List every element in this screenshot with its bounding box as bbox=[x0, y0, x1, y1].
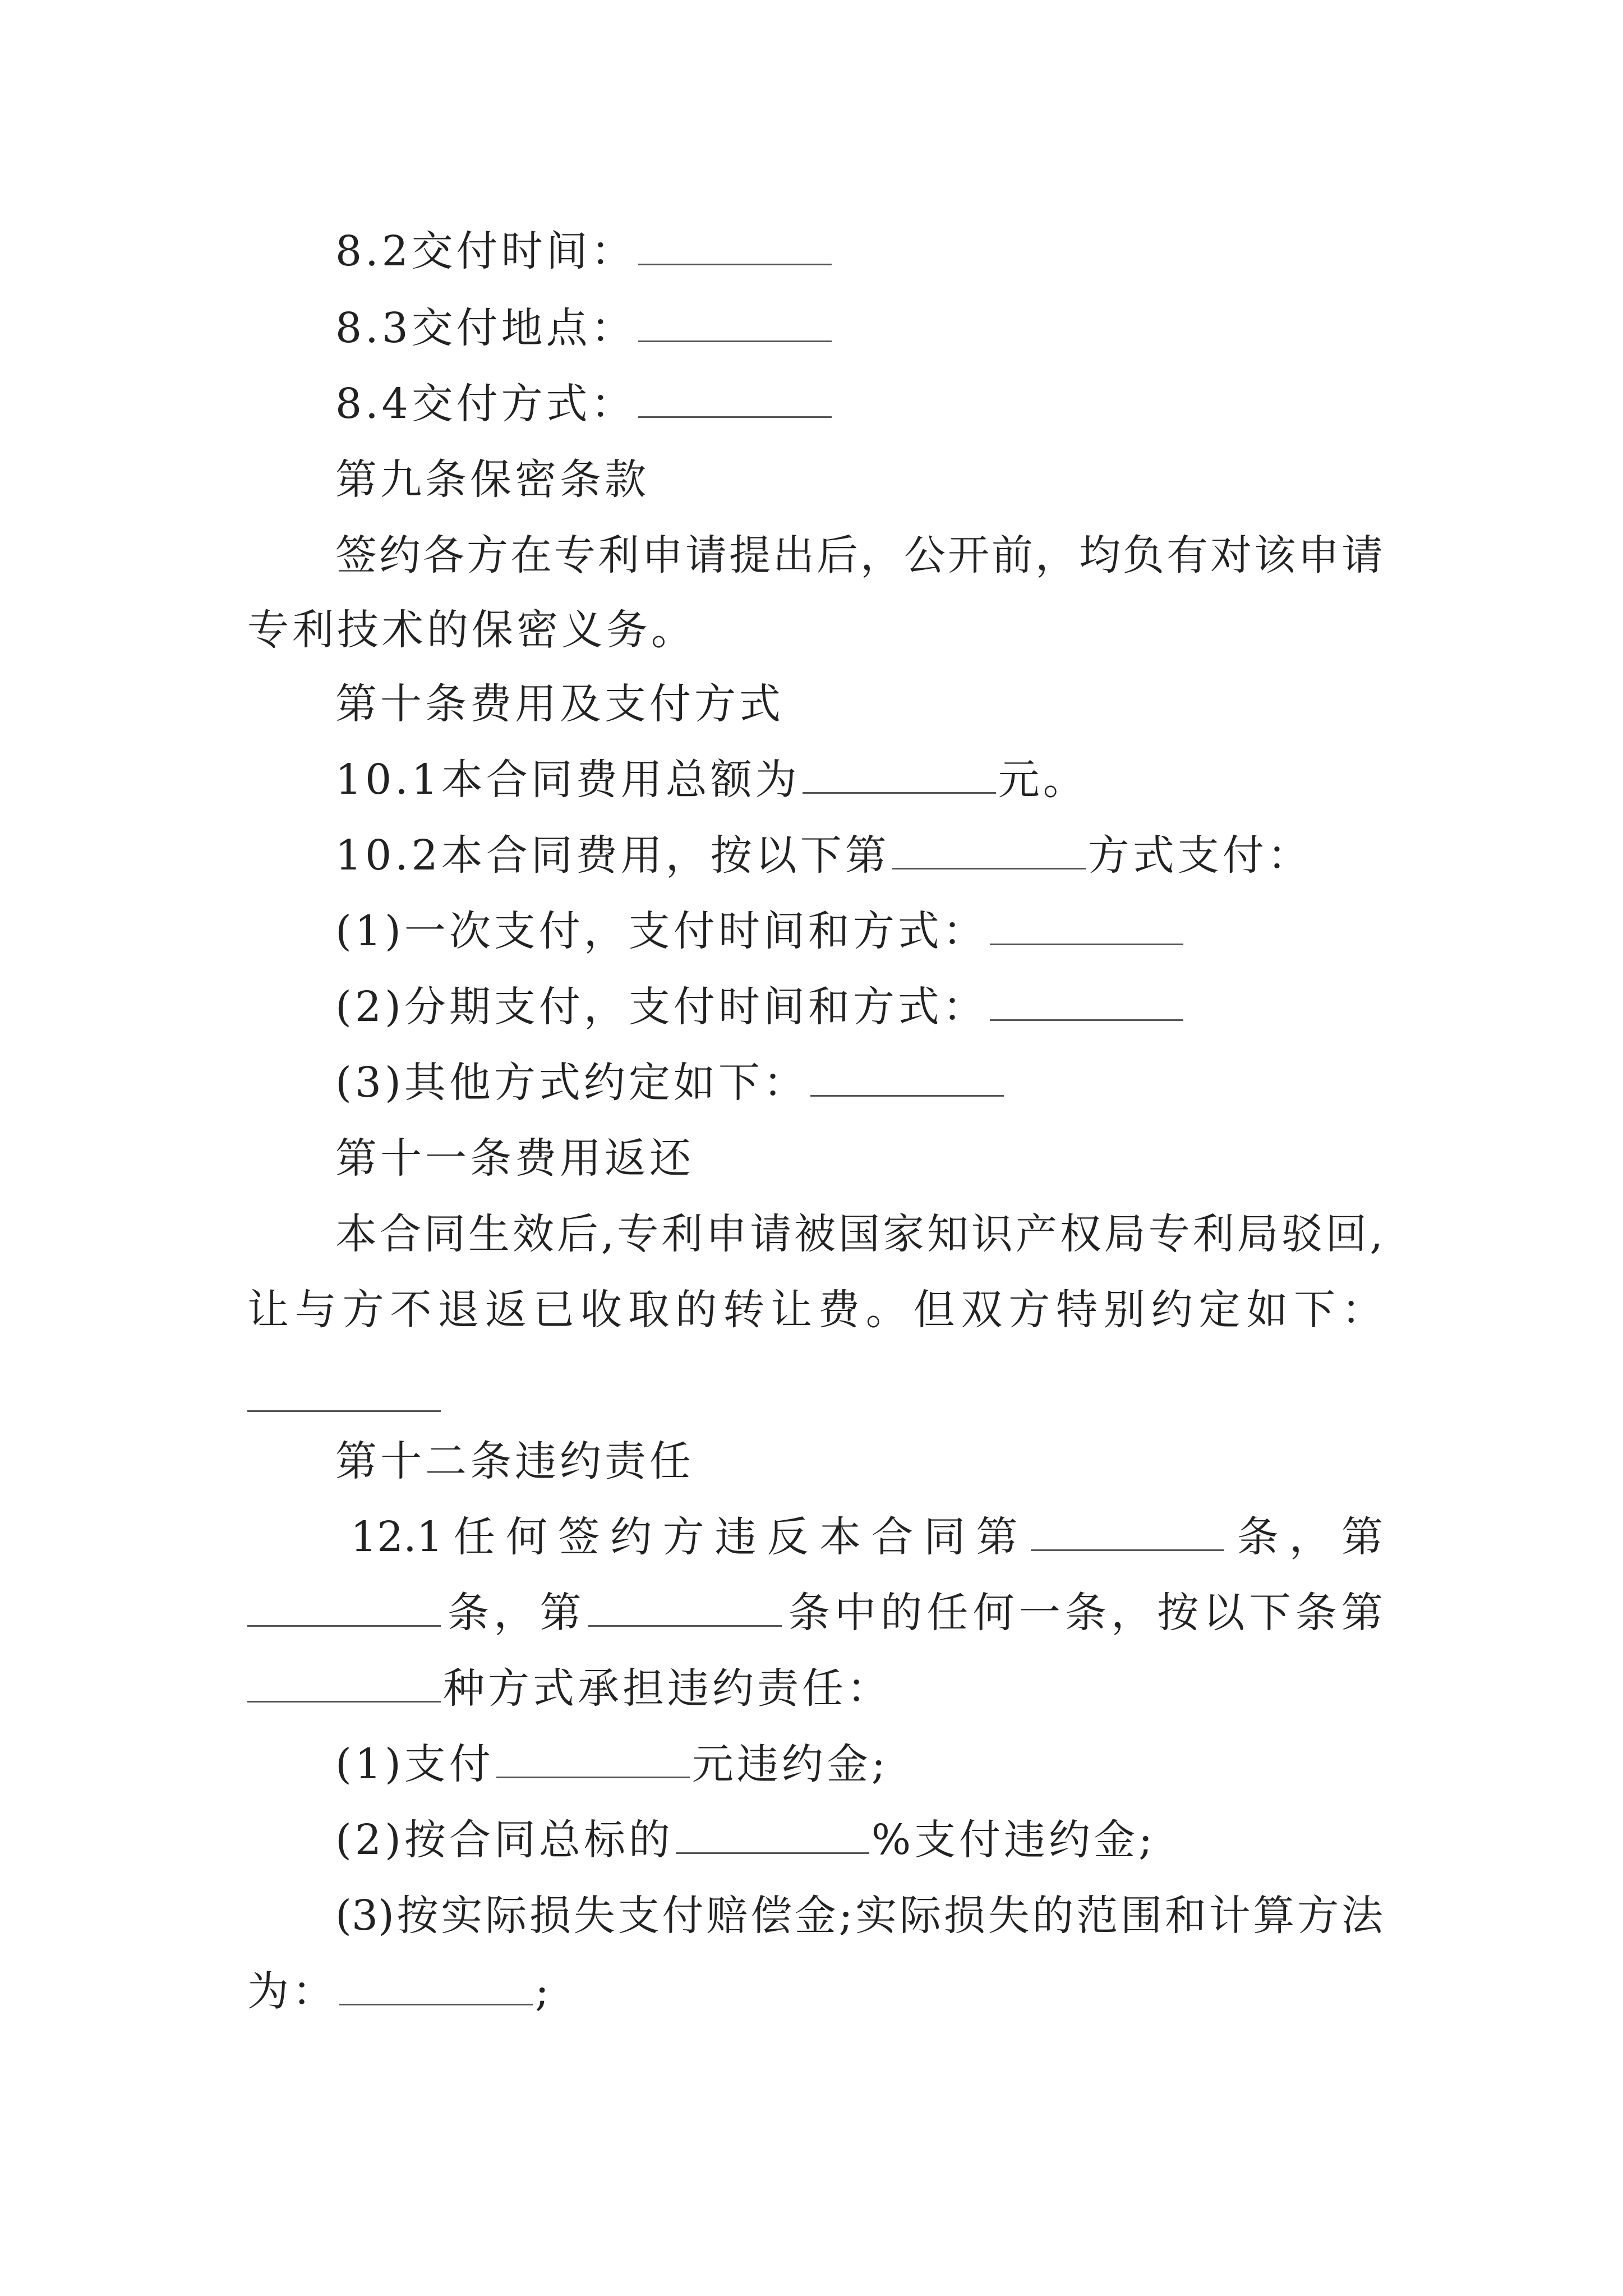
clause-12-1-line-3 bbox=[247, 1658, 1369, 1719]
fill-blank[interactable] bbox=[638, 375, 832, 418]
payment-option-1 bbox=[335, 900, 1457, 962]
penalty-option-1 bbox=[335, 1733, 1457, 1795]
fill-blank[interactable] bbox=[638, 299, 832, 342]
payment-option-3 bbox=[335, 1052, 1457, 1114]
clause-text: (1)支付 bbox=[335, 1740, 494, 1788]
article-11-heading: 第十一条费用返还 bbox=[335, 1134, 694, 1182]
clause-text: 8.2交付时间： bbox=[335, 227, 636, 275]
clause-text: 12.1任何签约方违反本合同第 bbox=[351, 1513, 1029, 1561]
penalty-option-3-continued bbox=[247, 1961, 1369, 2022]
fill-blank[interactable] bbox=[803, 751, 996, 794]
fill-blank[interactable] bbox=[588, 1584, 782, 1627]
paragraph-line: 专利技术的保密义务。 bbox=[247, 606, 696, 654]
fill-blank[interactable] bbox=[339, 1962, 533, 2005]
clause-text: (1)一次支付，支付时间和方式： bbox=[335, 907, 988, 955]
fill-blank[interactable] bbox=[1031, 1508, 1224, 1551]
fill-blank[interactable] bbox=[247, 1584, 441, 1627]
clause-text: 条，第 bbox=[443, 1589, 586, 1637]
article-9-heading: 第九条保密条款 bbox=[335, 455, 649, 504]
clause-10-1-total-fee bbox=[335, 749, 1457, 811]
payment-option-2 bbox=[335, 976, 1457, 1038]
clause-8-3-delivery-place bbox=[335, 297, 1457, 359]
clause-text: 条中的任何一条，按以下条第 bbox=[783, 1589, 1384, 1637]
clause-text: 方式支付： bbox=[1087, 831, 1312, 880]
clause-text: (3)其他方式约定如下： bbox=[335, 1059, 808, 1107]
article-12-heading: 第十二条违约责任 bbox=[335, 1437, 694, 1485]
fill-blank[interactable] bbox=[638, 222, 832, 265]
clause-text: %支付违约金; bbox=[871, 1816, 1156, 1864]
fill-blank[interactable] bbox=[496, 1735, 690, 1778]
fill-blank[interactable] bbox=[247, 1369, 441, 1412]
paragraph-line: 让与方不退返已收取的转让费。但双方特别约定如下： bbox=[247, 1286, 1383, 1334]
clause-text: 种方式承担违约责任： bbox=[443, 1664, 892, 1713]
clause-8-2-delivery-time bbox=[335, 220, 1457, 282]
paragraph-line: 本合同生效后,专利申请被国家知识产权局专利局驳回, bbox=[335, 1210, 1383, 1258]
penalty-option-2 bbox=[335, 1809, 1457, 1871]
fill-blank[interactable] bbox=[990, 978, 1183, 1021]
clause-8-4-delivery-method bbox=[335, 373, 1457, 435]
penalty-option-3: (3)按实际损失支付赔偿金;实际损失的范围和计算方法 bbox=[335, 1892, 1383, 1940]
fill-blank[interactable] bbox=[247, 1659, 441, 1703]
clause-text: (2)分期支付，支付时间和方式： bbox=[335, 983, 988, 1031]
clause-10-2-payment-option bbox=[335, 825, 1457, 886]
fill-blank[interactable] bbox=[892, 826, 1086, 869]
paragraph-line: 签约各方在专利申请提出后，公开前，均负有对该申请 bbox=[335, 531, 1383, 579]
article-10-heading: 第十条费用及支付方式 bbox=[335, 680, 784, 728]
clause-text: 10.2本合同费用，按以下第 bbox=[335, 831, 890, 880]
clause-text: ; bbox=[535, 1967, 552, 2016]
clause-text: 条，第 bbox=[1226, 1513, 1384, 1561]
clause-text: 10.1本合同费用总额为 bbox=[335, 756, 800, 804]
clause-text: 8.3交付地点： bbox=[335, 304, 636, 352]
fill-blank[interactable] bbox=[990, 902, 1183, 945]
fill-blank[interactable] bbox=[676, 1811, 869, 1854]
clause-text: 为： bbox=[247, 1967, 337, 2016]
clause-12-1-line-2 bbox=[247, 1582, 1383, 1644]
clause-text: 元。 bbox=[998, 756, 1088, 804]
clause-text: (2)按合同总标的 bbox=[335, 1816, 674, 1864]
fill-blank[interactable] bbox=[810, 1053, 1004, 1097]
clause-text: 8.4交付方式： bbox=[335, 380, 636, 428]
clause-text: 元违约金; bbox=[691, 1740, 889, 1788]
clause-12-1-line-1 bbox=[351, 1506, 1383, 1568]
